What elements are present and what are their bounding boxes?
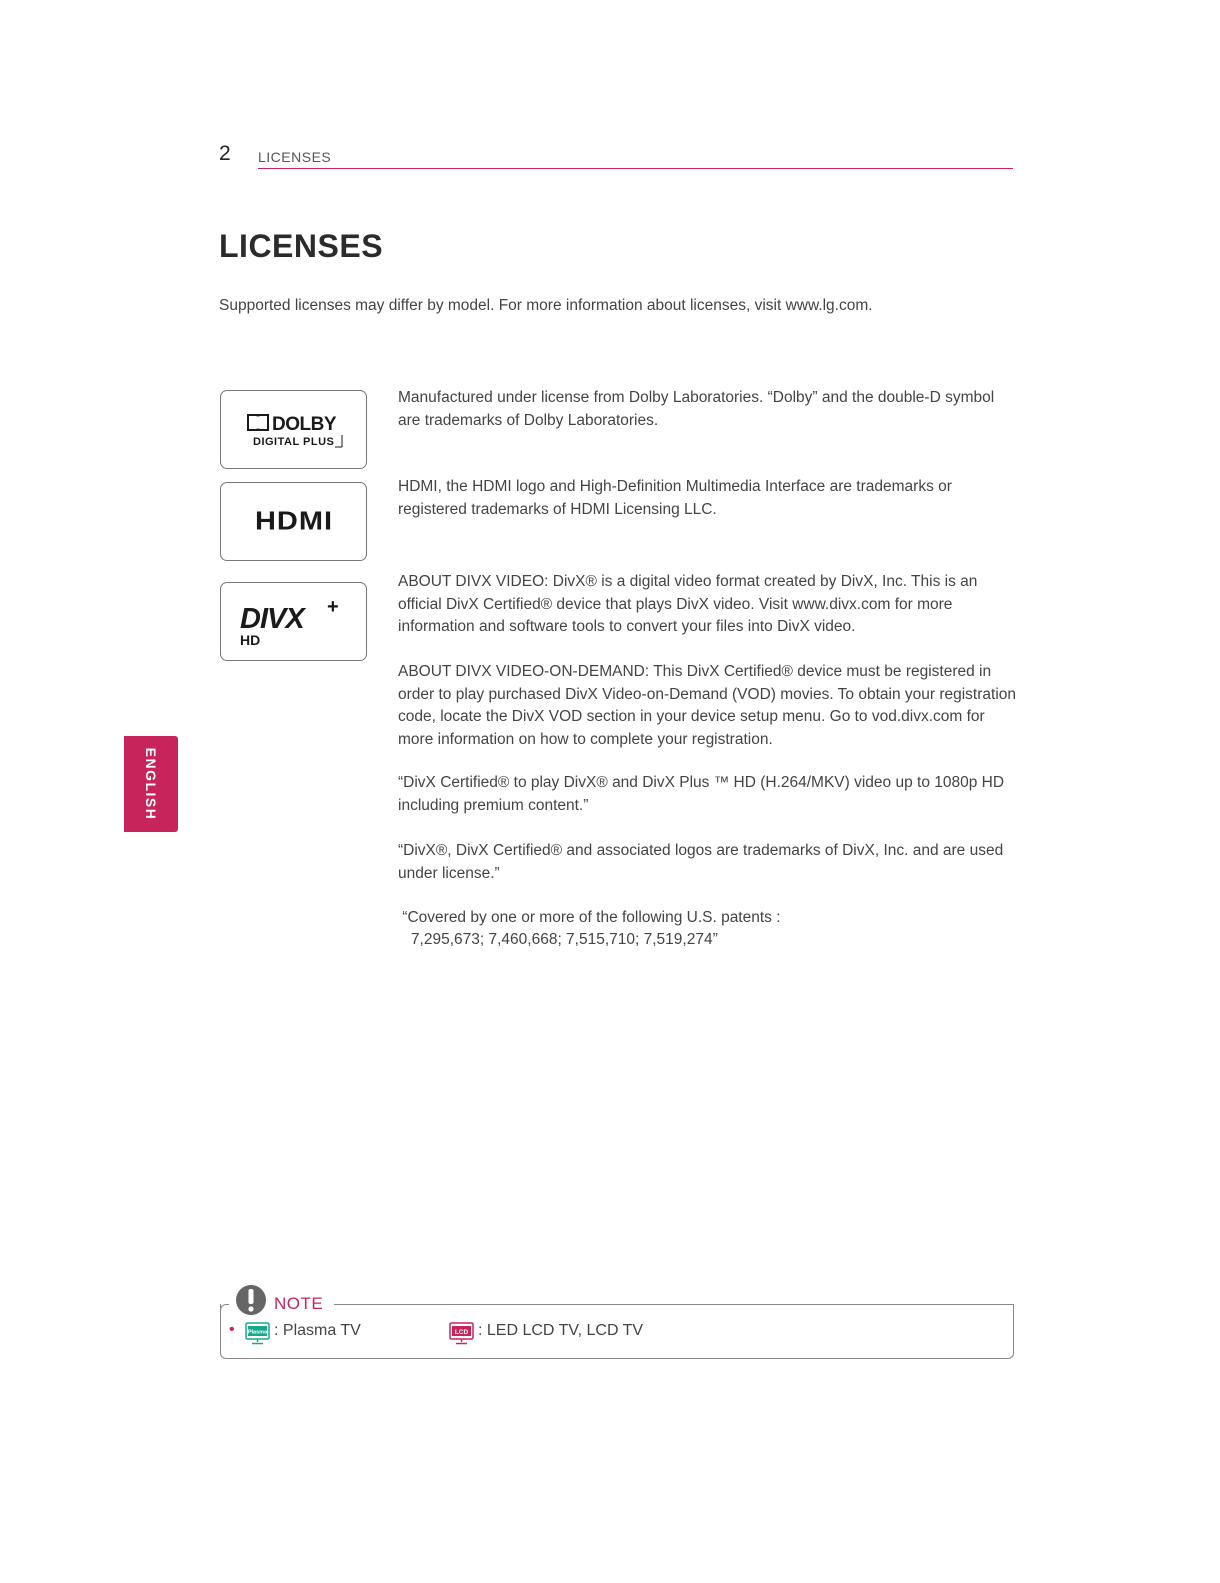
note-item-plasma: : Plasma TV bbox=[274, 1322, 361, 1339]
note-item-lcd: : LED LCD TV, LCD TV bbox=[478, 1322, 644, 1339]
page-title: LICENSES bbox=[219, 228, 384, 264]
divx-vod-text: ABOUT DIVX VIDEO-ON-DEMAND: This DivX Certified® device must be registered in order to play purchased DivX Video-on-Demand (VOD) movies. To obtain your registration code, locate the DivX VOD section in your device setup menu. Go to vod.divx.com for more information on how to complete your registration. bbox=[398, 663, 1017, 748]
plasma-tv-icon bbox=[245, 1321, 270, 1345]
dolby-logo bbox=[220, 390, 367, 469]
lcd-tv-icon-label: LCD bbox=[454, 1328, 469, 1336]
svg-text:+: + bbox=[326, 595, 339, 618]
note-box-top-right bbox=[334, 1304, 1013, 1305]
hdmi-logo bbox=[220, 482, 367, 561]
dolby-digital-plus-icon bbox=[239, 408, 349, 452]
exclamation-icon bbox=[234, 1283, 268, 1317]
divx-logo bbox=[220, 582, 367, 661]
divx-plus-hd-icon bbox=[234, 592, 354, 652]
note-title: NOTE bbox=[274, 1294, 324, 1313]
dolby-license-text: Manufactured under license from Dolby Laboratories. “Dolby” and the double-D symbol are trademarks of Dolby Laboratories. bbox=[398, 389, 995, 429]
patents-text-line2: 7,295,673; 7,460,668; 7,515,710; 7,519,274” bbox=[398, 931, 718, 948]
divx-certified-text: “DivX Certified® to play DivX® and DivX Plus ™ HD (H.264/MKV) video up to 1080p HD including premium content.” bbox=[398, 774, 1005, 814]
language-tab-label: ENGLISH bbox=[143, 747, 159, 821]
divx-video-text: ABOUT DIVX VIDEO: DivX® is a digital video format created by DivX, Inc. This is an official DivX Certified® device that plays DivX video. Visit www.divx.com for more information and software tools to convert your files into DivX video. bbox=[398, 573, 978, 635]
dolby-logo-subtext: DIGITAL PLUS bbox=[252, 435, 334, 448]
hdmi-logo-text: HDMI bbox=[254, 507, 333, 535]
lcd-tv-icon bbox=[449, 1321, 474, 1345]
page-number: 2 bbox=[219, 142, 231, 165]
header-rule bbox=[258, 168, 1013, 169]
running-head: LICENSES bbox=[258, 149, 332, 165]
language-tab bbox=[124, 736, 178, 832]
plasma-tv-icon-label: Plasma bbox=[247, 1329, 268, 1336]
divx-trademarks-text: “DivX®, DivX Certified® and associated logos are trademarks of DivX, Inc. and are used under license.” bbox=[398, 842, 1004, 882]
hdmi-license-text: HDMI, the HDMI logo and High-Definition Multimedia Interface are trademarks or registered trademarks of HDMI Licensing LLC. bbox=[398, 478, 952, 518]
divx-logo-subtext: HD bbox=[239, 631, 260, 648]
note-bullet: • bbox=[229, 1321, 235, 1338]
intro-text: Supported licenses may differ by model. For more information about licenses, visit www.lg.com. bbox=[219, 297, 873, 314]
patents-text-line1: “Covered by one or more of the following U.S. patents : bbox=[398, 909, 781, 926]
hdmi-icon bbox=[232, 508, 356, 536]
divx-logo-text: DIVX bbox=[239, 602, 304, 635]
note-box-top-left bbox=[220, 1304, 229, 1313]
dolby-logo-text: DOLBY bbox=[271, 413, 336, 435]
